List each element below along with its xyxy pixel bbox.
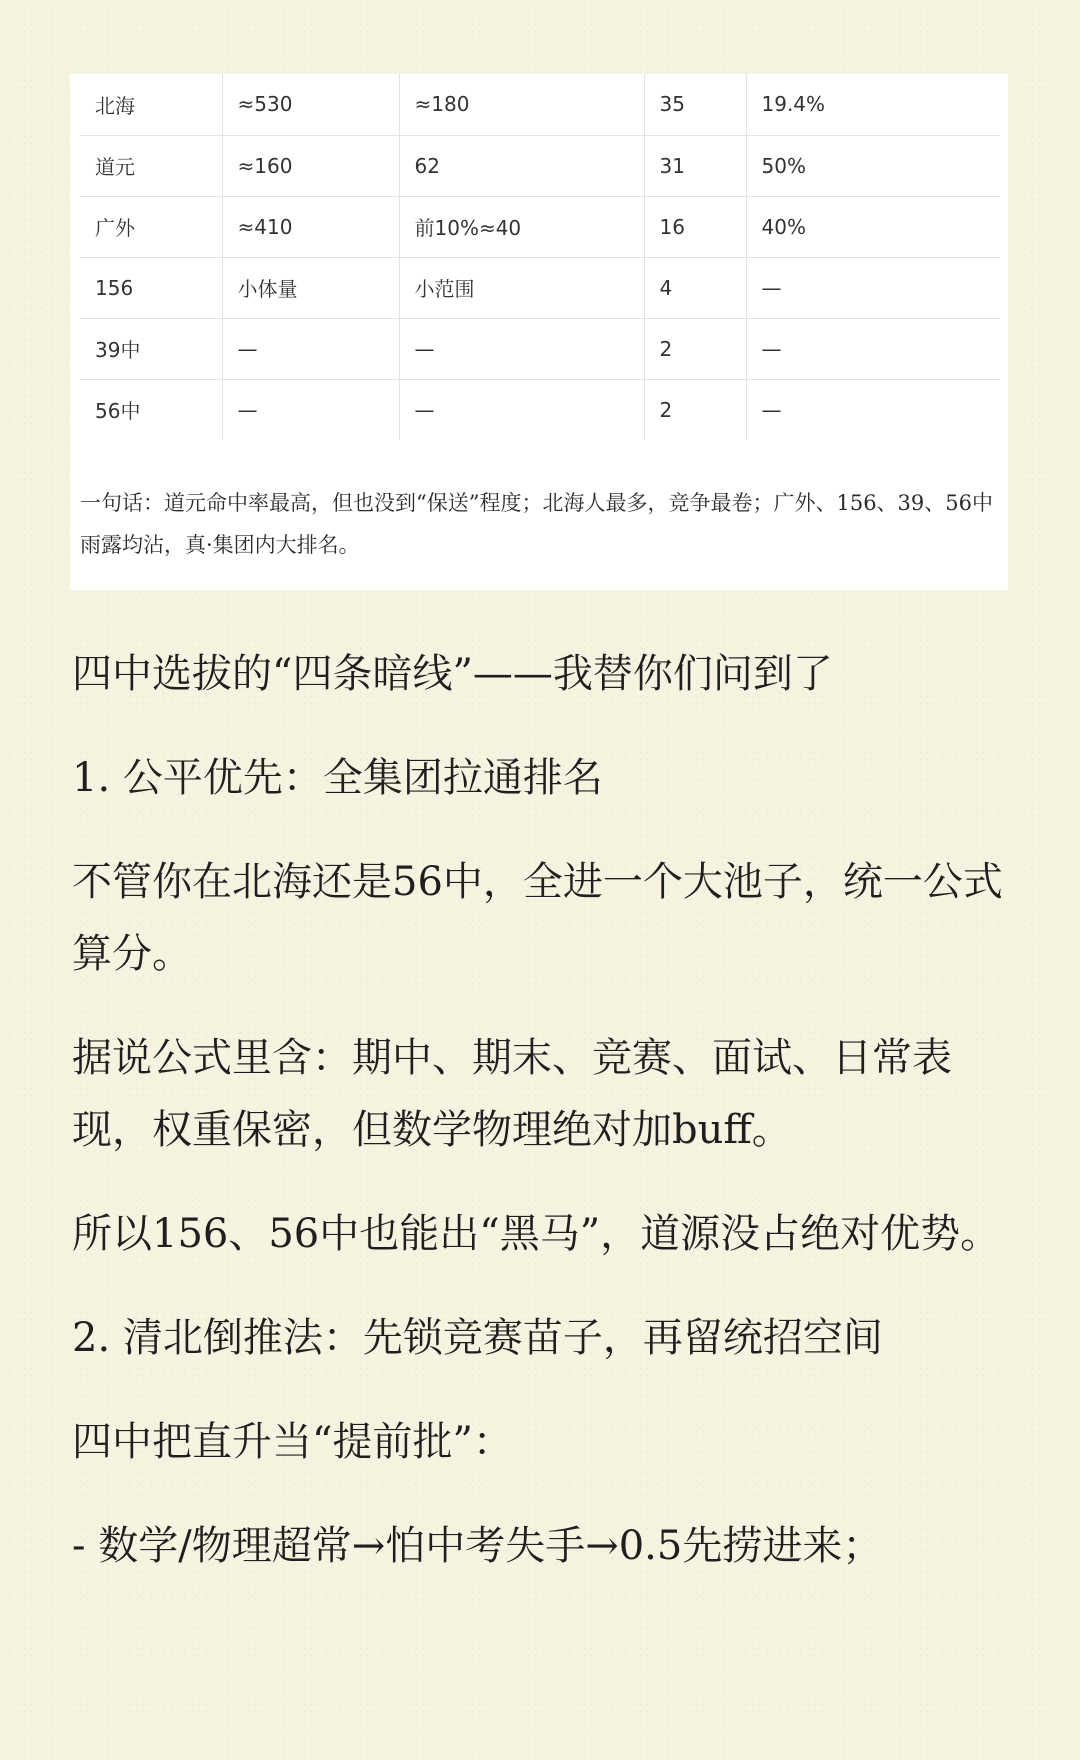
- paragraph: 四中把直升当“提前批”：: [72, 1419, 513, 1465]
- table-row: [80, 257, 1000, 318]
- school-stats-table: [80, 74, 1000, 440]
- paragraph: 所以156、56中也能出“黑马”，道源没占绝对优势。: [72, 1211, 1001, 1257]
- article-heading: 四中选拔的“四条暗线”——我替你们问到了: [72, 651, 833, 697]
- table-cell: —: [746, 318, 1000, 379]
- table-cell: 40%: [746, 196, 1000, 257]
- table-cell: 35: [644, 74, 746, 135]
- table-cell: 62: [399, 135, 644, 196]
- paragraph: 据说公式里含：期中、期末、竞赛、面试、日常表现，权重保密，但数学物理绝对加buff。: [72, 1035, 952, 1153]
- table-cell: 道元: [80, 135, 222, 196]
- table-cell: 广外: [80, 196, 222, 257]
- data-table-card: [70, 74, 1008, 590]
- table-cell: ≈180: [399, 74, 644, 135]
- table-cell: 56中: [80, 379, 222, 440]
- table-cell: 小体量: [222, 257, 399, 318]
- table-cell: ≈530: [222, 74, 399, 135]
- section-2-title: 2. 清北倒推法：先锁竞赛苗子，再留统招空间: [72, 1315, 883, 1361]
- table-cell: 50%: [746, 135, 1000, 196]
- table-cell: 156: [80, 257, 222, 318]
- table-cell: ≈160: [222, 135, 399, 196]
- table-row: [80, 74, 1000, 135]
- table-cell: —: [746, 257, 1000, 318]
- table-summary: 一句话：道元命中率最高，但也没到“保送”程度；北海人最多，竞争最卷；广外、156、39、56中雨露均沾，真·集团内大排名。: [80, 491, 993, 557]
- table-row: [80, 196, 1000, 257]
- table-cell: —: [222, 379, 399, 440]
- paragraph: 不管你在北海还是56中，全进一个大池子，统一公式算分。: [72, 859, 1003, 977]
- table-cell: 2: [644, 379, 746, 440]
- article-body: [72, 638, 1008, 1614]
- table-cell: 前10%≈40: [399, 196, 644, 257]
- table-cell: 北海: [80, 74, 222, 135]
- table-cell: 39中: [80, 318, 222, 379]
- section-1-title: 1. 公平优先：全集团拉通排名: [72, 755, 603, 801]
- table-cell: 小范围: [399, 257, 644, 318]
- list-item: - 数学/物理超常→怕中考失手→0.5先捞进来；: [72, 1523, 883, 1569]
- table-cell: ≈410: [222, 196, 399, 257]
- table-cell: 16: [644, 196, 746, 257]
- table-cell: 4: [644, 257, 746, 318]
- table-row: [80, 318, 1000, 379]
- table-cell: —: [761, 397, 782, 422]
- table-cell: —: [399, 318, 644, 379]
- table-row: [80, 135, 1000, 196]
- table-cell: 2: [644, 318, 746, 379]
- table-cell: —: [399, 379, 644, 440]
- table-cell: 31: [644, 135, 746, 196]
- table-cell: —: [222, 318, 399, 379]
- table-row: [80, 379, 1000, 440]
- table-cell: 19.4%: [746, 74, 1000, 135]
